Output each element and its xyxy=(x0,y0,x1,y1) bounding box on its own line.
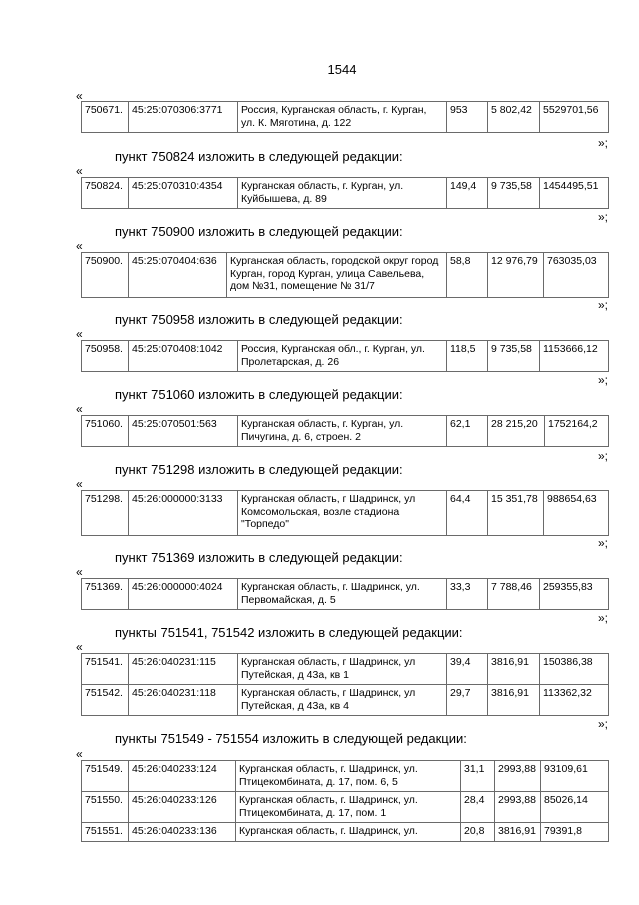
address-cell: Курганская область, г Шадринск, ул Комсомольская, возле стадиона "Торпедо" xyxy=(238,491,447,536)
address-cell: Курганская область, г. Шадринск, ул. Первомайская, д. 5 xyxy=(238,579,447,610)
rate-cell: 5 802,42 xyxy=(488,102,540,133)
table-row xyxy=(82,685,609,716)
rate-cell: 12 976,79 xyxy=(488,253,544,298)
area-cell: 20,8 xyxy=(461,823,495,842)
address-cell: Курганская область, г. Шадринск, ул. Птицекомбината, д. 17, пом. 1 xyxy=(236,792,461,823)
paragraph-heading: пункт 751369 изложить в следующей редакции: xyxy=(115,550,403,565)
page-number: 1544 xyxy=(327,62,357,77)
area-cell: 64,4 xyxy=(447,491,488,536)
value-cell: 259355,83 xyxy=(540,579,609,610)
cadastral-number-cell: 45:25:070310:4354 xyxy=(129,178,238,209)
rate-cell: 3816,91 xyxy=(488,654,540,685)
record-number-cell: 751551. xyxy=(82,823,129,842)
rate-cell: 3816,91 xyxy=(495,823,541,842)
record-table xyxy=(81,101,609,133)
cadastral-number-cell: 45:26:040231:115 xyxy=(129,654,238,685)
record-number-cell: 751298. xyxy=(82,491,129,536)
open-quote: « xyxy=(76,402,83,416)
record-number-cell: 750671. xyxy=(82,102,129,133)
record-number-cell: 750824. xyxy=(82,178,129,209)
record-number-cell: 751369. xyxy=(82,579,129,610)
cadastral-number-cell: 45:26:040233:126 xyxy=(129,792,236,823)
value-cell: 5529701,56 xyxy=(540,102,609,133)
close-quote: »; xyxy=(598,536,609,550)
area-cell: 118,5 xyxy=(447,341,488,372)
record-number-cell: 751541. xyxy=(82,654,129,685)
cadastral-number-cell: 45:25:070306:3771 xyxy=(129,102,238,133)
table-row xyxy=(82,253,609,298)
record-table xyxy=(81,415,609,447)
rate-cell: 2993,88 xyxy=(495,761,541,792)
address-cell: Курганская область, г. Шадринск, ул. Птицекомбината, д. 17, пом. 6, 5 xyxy=(236,761,461,792)
value-cell: 150386,38 xyxy=(540,654,609,685)
value-cell: 93109,61 xyxy=(541,761,609,792)
paragraph-heading: пункты 751541, 751542 изложить в следующей редакции: xyxy=(115,625,463,640)
table-row xyxy=(82,416,609,447)
area-cell: 28,4 xyxy=(461,792,495,823)
rate-cell: 9 735,58 xyxy=(488,341,540,372)
rate-cell: 2993,88 xyxy=(495,792,541,823)
open-quote: « xyxy=(76,747,83,761)
table-row xyxy=(82,178,609,209)
record-table xyxy=(81,490,609,536)
open-quote: « xyxy=(76,239,83,253)
open-quote: « xyxy=(76,565,83,579)
cadastral-number-cell: 45:26:040233:136 xyxy=(129,823,236,842)
record-table xyxy=(81,578,609,610)
table-row xyxy=(82,102,609,133)
table-row xyxy=(82,823,609,842)
area-cell: 149,4 xyxy=(447,178,488,209)
area-cell: 58,8 xyxy=(447,253,488,298)
value-cell: 1153666,12 xyxy=(540,341,609,372)
area-cell: 39,4 xyxy=(447,654,488,685)
paragraph-heading: пункт 751298 изложить в следующей редакции: xyxy=(115,462,403,477)
table-row xyxy=(82,761,609,792)
cadastral-number-cell: 45:25:070501:563 xyxy=(129,416,238,447)
table-row xyxy=(82,654,609,685)
area-cell: 33,3 xyxy=(447,579,488,610)
record-table xyxy=(81,340,609,372)
area-cell: 31,1 xyxy=(461,761,495,792)
address-cell: Курганская область, г Шадринск, ул Путейская, д 43а, кв 4 xyxy=(238,685,447,716)
rate-cell: 3816,91 xyxy=(488,685,540,716)
rate-cell: 7 788,46 xyxy=(488,579,540,610)
address-cell: Курганская область, г. Курган, ул. Куйбышева, д. 89 xyxy=(238,178,447,209)
address-cell: Россия, Курганская обл., г. Курган, ул. Пролетарская, д. 26 xyxy=(238,341,447,372)
value-cell: 79391,8 xyxy=(541,823,609,842)
address-cell: Курганская область, г. Курган, ул. Пичугина, д. 6, строен. 2 xyxy=(238,416,447,447)
rate-cell: 9 735,58 xyxy=(488,178,540,209)
rate-cell: 15 351,78 xyxy=(488,491,544,536)
close-quote: »; xyxy=(598,298,609,312)
record-table xyxy=(81,177,609,209)
record-number-cell: 750900. xyxy=(82,253,129,298)
paragraph-heading: пункт 751060 изложить в следующей редакции: xyxy=(115,387,403,402)
value-cell: 763035,03 xyxy=(544,253,609,298)
table-row xyxy=(82,341,609,372)
open-quote: « xyxy=(76,164,83,178)
record-number-cell: 751542. xyxy=(82,685,129,716)
record-table xyxy=(81,653,609,716)
cadastral-number-cell: 45:25:070404:636 xyxy=(129,253,227,298)
area-cell: 29,7 xyxy=(447,685,488,716)
paragraph-heading: пункты 751549 - 751554 изложить в следующей редакции: xyxy=(115,731,467,746)
record-number-cell: 751549. xyxy=(82,761,129,792)
close-quote: »; xyxy=(598,611,609,625)
paragraph-heading: пункт 750824 изложить в следующей редакции: xyxy=(115,149,403,164)
record-table xyxy=(81,760,609,842)
record-number-cell: 751550. xyxy=(82,792,129,823)
table-row xyxy=(82,579,609,610)
close-quote: »; xyxy=(598,717,609,731)
value-cell: 113362,32 xyxy=(540,685,609,716)
cadastral-number-cell: 45:25:070408:1042 xyxy=(129,341,238,372)
cadastral-number-cell: 45:26:040231:118 xyxy=(129,685,238,716)
record-table xyxy=(81,252,609,298)
address-cell: Курганская область, городской округ город Курган, город Курган, улица Савельева, дом №31, помещение № 31/7 xyxy=(227,253,447,298)
cadastral-number-cell: 45:26:000000:3133 xyxy=(129,491,238,536)
address-cell: Курганская область, г. Шадринск, ул. xyxy=(236,823,461,842)
open-quote: « xyxy=(76,640,83,654)
close-quote: »; xyxy=(598,136,609,150)
area-cell: 953 xyxy=(447,102,488,133)
value-cell: 1752164,2 xyxy=(545,416,609,447)
close-quote: »; xyxy=(598,373,609,387)
record-number-cell: 750958. xyxy=(82,341,129,372)
paragraph-heading: пункт 750958 изложить в следующей редакции: xyxy=(115,312,403,327)
close-quote: »; xyxy=(598,449,609,463)
open-quote: « xyxy=(76,477,83,491)
paragraph-heading: пункт 750900 изложить в следующей редакции: xyxy=(115,224,403,239)
record-number-cell: 751060. xyxy=(82,416,129,447)
area-cell: 62,1 xyxy=(447,416,488,447)
table-row xyxy=(82,792,609,823)
value-cell: 988654,63 xyxy=(544,491,609,536)
table-row xyxy=(82,491,609,536)
open-quote: « xyxy=(76,89,83,103)
open-quote: « xyxy=(76,327,83,341)
cadastral-number-cell: 45:26:040233:124 xyxy=(129,761,236,792)
cadastral-number-cell: 45:26:000000:4024 xyxy=(129,579,238,610)
address-cell: Россия, Курганская область, г. Курган, ул. К. Мяготина, д. 122 xyxy=(238,102,447,133)
value-cell: 85026,14 xyxy=(541,792,609,823)
close-quote: »; xyxy=(598,210,609,224)
rate-cell: 28 215,20 xyxy=(488,416,545,447)
address-cell: Курганская область, г Шадринск, ул Путейская, д 43а, кв 1 xyxy=(238,654,447,685)
value-cell: 1454495,51 xyxy=(540,178,609,209)
